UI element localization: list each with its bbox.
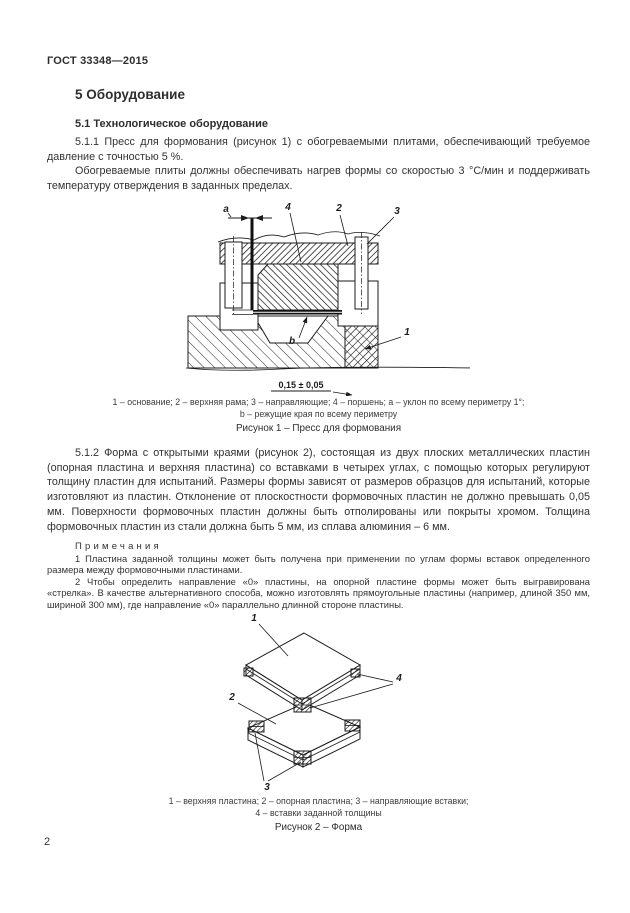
document-header: ГОСТ 33348—2015: [47, 55, 149, 67]
paragraph-5-1-2: 5.1.2 Форма с открытыми краями (рисунок 2), состоящая из двух плоских металлических пластин (опорная пластина и верхняя пластина) со вставками в четырех углах, с помощью которых регулируют толщину пластин для испытаний. Размеры формы зависят от размеров образцов для испытаний, которые изготовляют из пластин. Отклонение от плоскостности формовочных пластин не должно превышать 0,05 мм. Поверхности формовочных пластин должны быть отполированы или покрыты хромом. Толщина формовочных пластин из стали должна быть 5 мм, из сплава алюминия – 6 мм.: [47, 447, 590, 533]
figure1-label-b: b: [288, 336, 296, 347]
figure2-label-3: 3: [264, 782, 270, 793]
paragraph-heating-plates: Обогреваемые плиты должны обеспечивать нагрев формы со скоростью 3 °С/мин и поддерживать температуру отверждения в заданных пределах.: [47, 165, 590, 192]
figure-2-title: Рисунок 2 – Форма: [274, 822, 363, 833]
figure-2-caption-line1: 1 – верхняя пластина; 2 – опорная пластина; 3 – направляющие вставки;: [168, 796, 469, 806]
upper-plate-shape: [246, 633, 360, 700]
figure-1-drawing: [170, 196, 470, 396]
figure-1-title: Рисунок 1 – Пресс для формования: [235, 423, 402, 434]
notes-heading: Примечания: [75, 541, 162, 552]
figure-2-caption-line2: 4 – вставки заданной толщины: [255, 808, 382, 818]
figure1-label-a: a: [223, 204, 229, 215]
figure-1-caption-line2: b – режущие края по всему периметру: [239, 409, 398, 419]
figure1-label-2: 2: [336, 203, 342, 214]
figure1-label-4: 4: [285, 202, 291, 213]
figure-1-caption-line1: 1 – основание; 2 – верхняя рама; 3 – направляющие; 4 – поршень; a – уклон по всему периметру 1°;: [112, 397, 525, 407]
figure1-label-1: 1: [404, 327, 410, 338]
page-number: 2: [44, 836, 51, 848]
figure1-dimension: 0,15 ± 0,05: [278, 380, 324, 390]
figure2-label-2: 2: [229, 692, 235, 703]
note-2: 2 Чтобы определить направление «0» пластины, на опорной пластине формы может быть выгравирована «стрелка». В качестве альтернативного способа, можно изготовлять прямоугольные пластины (например, длиной 350 мм, шириной 300 мм), где направление «0» параллельно длинной стороне пластины.: [47, 576, 590, 610]
section-heading: 5 Оборудование: [75, 87, 185, 102]
figure-2-drawing: [200, 610, 460, 795]
figure2-label-4: 4: [396, 673, 402, 684]
figure2-label-1: 1: [251, 613, 257, 624]
figure1-label-3: 3: [394, 206, 400, 217]
note-1: 1 Пластина заданной толщины может быть получена при применении по углам формы вставок определенного размера между формовочными пластинами.: [47, 553, 590, 576]
subsection-heading: 5.1 Технологическое оборудование: [75, 118, 268, 130]
paragraph-5-1-1: 5.1.1 Пресс для формования (рисунок 1) с обогреваемыми плитами, обеспечивающий требуемое давление с точностью 5 %.: [47, 136, 590, 163]
press-piston-shape: [258, 264, 338, 310]
